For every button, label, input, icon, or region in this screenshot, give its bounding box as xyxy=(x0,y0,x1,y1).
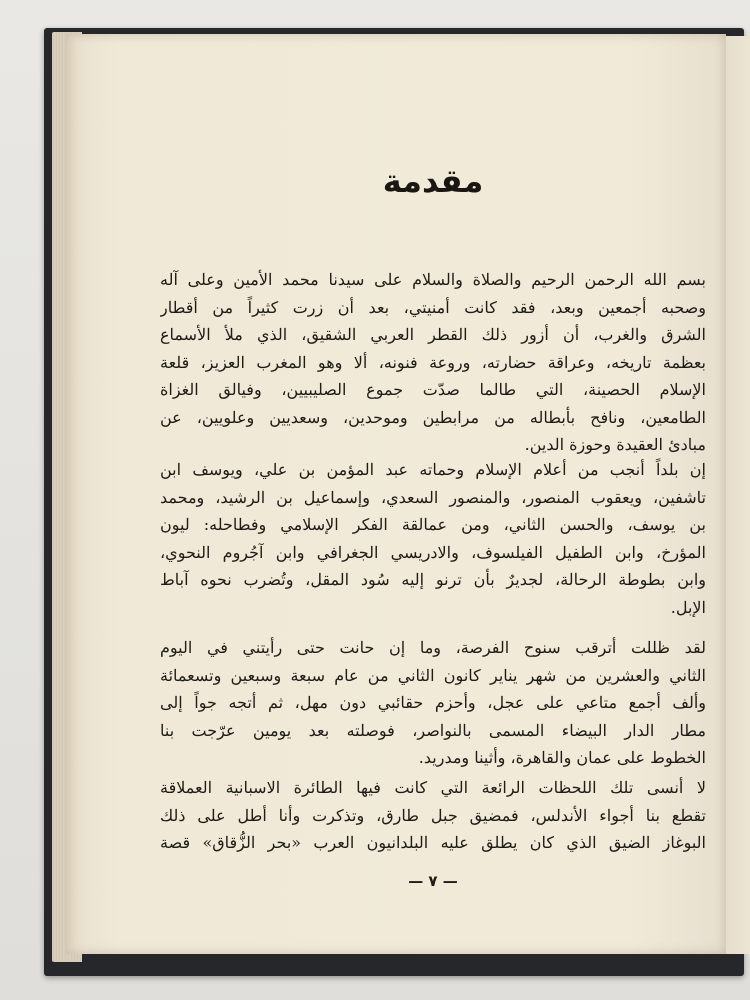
text-line: الإسلام الحصينة، التي طالما صدّت جموع الصليبيين، وفيالق الغزاة xyxy=(160,380,706,399)
text-line: الشرق والغرب، أن أزور ذلك القطر العربي الشقيق، الذي ملأ الأسماع xyxy=(160,325,706,344)
text-line: البوغاز الضيق الذي كان يطلق عليه البلدانيون العرب «بحر الزُّقاق» قصة xyxy=(160,833,706,852)
text-line: بن يوسف، والحسن الثاني، ومن عمالقة الفكر الإسلامي وفطاحله: ليون xyxy=(160,515,706,534)
text-line: تاشفين، ويعقوب المنصور، والمنصور السعدي، وإسماعيل بن الرشيد، ومحمد xyxy=(160,487,706,507)
page-title: مقدمة xyxy=(382,162,484,200)
page-number: — ٧ — xyxy=(408,872,458,890)
text-line: الإبل. xyxy=(670,597,706,617)
paragraph-1 xyxy=(160,266,706,459)
text-line: بعظمة تاريخه، وعراقة حضارته، وروعة فنونه، ألا وهو المغرب العزيز، قلعة xyxy=(160,352,706,372)
text-line: بسم الله الرحمن الرحيم والصلاة والسلام على سيدنا محمد الأمين وعلى آله xyxy=(160,270,706,289)
text-line: وألف أجمع متاعي على عجل، وأحزم حقائبي دون مهل، ثم أتجه جواً إلى xyxy=(160,693,706,712)
paragraph-2 xyxy=(160,456,706,621)
text-line: إن بلداً أنجب من أعلام الإسلام وحماته عبد المؤمن بن علي، ويوسف ابن xyxy=(160,460,706,479)
text-line: وابن بطوطة الرحالة، لجديرٌ بأن ترنو إليه سُود المقل، وتُضرب نحوه آباط xyxy=(160,570,706,589)
text-line: لقد ظللت أترقب سنوح الفرصة، وما إن حانت حتى رأيتني في اليوم xyxy=(160,638,706,657)
text-line: لا أنسى تلك اللحظات الرائعة التي كانت فيها الطائرة الاسبانية العملاقة xyxy=(160,778,706,797)
text-line: تقطع بنا أجواء الأندلس، فمضيق جبل طارق، وتذكرت وأنا أطل على ذلك xyxy=(160,805,706,825)
book-page xyxy=(66,34,726,954)
text-line: مبادئ العقيدة وحوزة الدين. xyxy=(524,435,706,454)
text-line: وصحبه أجمعين وبعد، فقد كانت أمنيتي، بعد أن زرت كثيراً من أقطار xyxy=(160,297,706,317)
text-line: الثاني والعشرين من شهر يناير كانون الثاني من عام سبعة وسبعين وتسعمائة xyxy=(160,665,706,685)
text-line: الطامعين، ونافح بأبطاله من مرابطين وموحدين، وسعديين وعلويين، عن xyxy=(160,407,706,427)
paragraph-4 xyxy=(160,774,706,857)
text-line: مطار الدار البيضاء المسمى بالنواصر، فوصلته بعد يومين عرّجت بنا xyxy=(160,720,706,740)
text-line: المؤرخ، وابن الطفيل الفيلسوف، والادريسي الجغرافي وابن آجُروم النحوي، xyxy=(160,542,706,562)
text-line: الخطوط على عمان والقاهرة، وأثينا ومدريد. xyxy=(418,748,706,767)
paragraph-3 xyxy=(160,634,706,772)
